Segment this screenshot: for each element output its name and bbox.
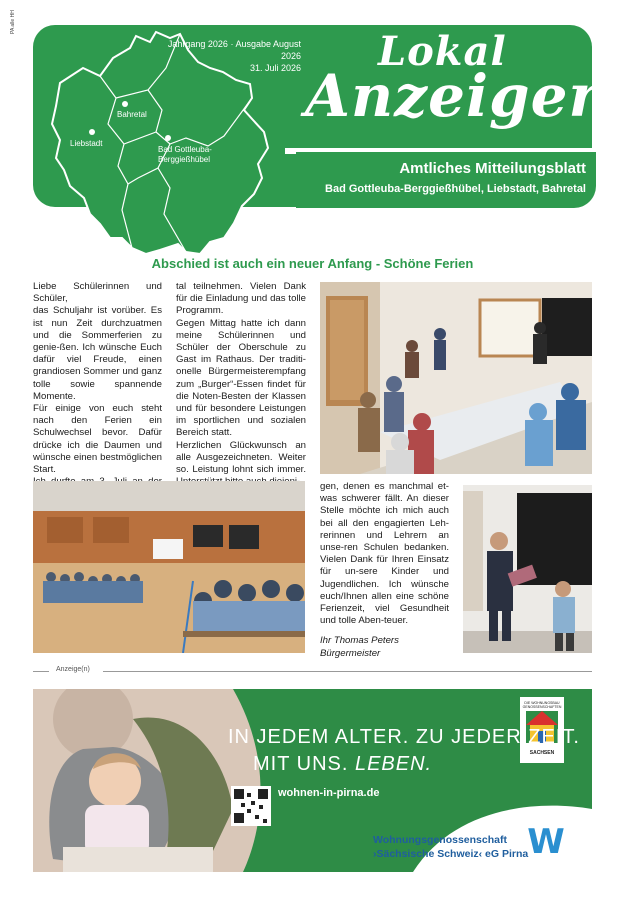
map-label-liebstadt: Liebstadt (70, 139, 103, 148)
map-label-gottleuba-2: Berggießhübel (158, 155, 211, 164)
photo-mayor (463, 485, 592, 653)
ad-slogan-line2 (253, 753, 432, 776)
bad-gottleuba-marker (165, 135, 171, 141)
ad-slogan-part1: MIT UNS. (253, 753, 355, 775)
paragraph: Herzlichen Glückwunsch an alle Ausgezeichneten. Weiter so. Leistung lohnt sich immer. (176, 439, 306, 476)
photo-rathaus-reception (320, 282, 592, 474)
map-label-gottleuba-1: Bad Gottleuba- (158, 145, 212, 154)
masthead-subtitle: Amtliches Mitteilungsblatt (399, 160, 586, 177)
issue-line1: Jahrgang 2026 · Ausgabe August 2026 (167, 39, 301, 61)
logo-lokal: Lokal (378, 28, 507, 75)
ad-slogan-line1: IN JEDEM ALTER. ZU JEDER ZEIT. (228, 726, 580, 748)
paragraph: das Schuljahr ist vorüber. Es ist nun Zeit durchzuatmen und die Sommerferien zu genie-ßen. Ich wünsche Euch dafür viel Freude, einen grandiosen Sommer und ganz tolle sowie spannende Momente. (33, 305, 162, 402)
paragraph: tal teilnehmen. Vielen Dank für die Einladung und das tolle Programm. (176, 281, 306, 317)
photo-school-hall (33, 481, 305, 653)
paragraph: Gegen Mittag hatte ich dann meine Schülerinnen und Schüler der Oberschule zu Gast im Rathaus. Der traditi-onelle Bürgermeisterempfang zum „Burger“-Essen findet für die Noten-Besten der Klassen und für besondere Leistungen im sportlichen und sozialen Bereich statt. (176, 317, 306, 439)
side-note: PA alle HH (10, 10, 16, 34)
logo-anzeiger: Anzeiger (305, 62, 601, 130)
issue-date: 31. Juli 2026 (249, 63, 301, 73)
paragraph: gen, denen es manchmal et-was schwerer fällt. An dieser Stelle möchte ich mich auch bei all den engagierten Leh-rerinnen und Lehrern an unse-ren Schulen bedanken. Vielen Dank für Ihren Einsatz für un-sere Kinder und Jugendlichen. Ich wünsche euch/Ihnen allen eine schöne Ferienzeit, viel Gesundheit und tolle Aben-teuer. (320, 481, 449, 627)
bahretal-marker (122, 101, 128, 107)
article-column-3 (320, 481, 449, 660)
ad-slogan-part2: LEBEN. (354, 753, 433, 775)
article-headline: Abschied ist auch ein neuer Anfang - Schöne Ferien (151, 256, 474, 271)
signature-name: Ihr Thomas Peters (320, 635, 399, 647)
ad-company-line1: Wohnungsgenossenschaft (373, 834, 507, 846)
ad-badge-title: DIE WOHNUNGSBAU GENOSSENSCHAFTEN (522, 701, 562, 709)
signature-title: Bürgermeister (320, 647, 381, 659)
ad-separator (33, 666, 592, 676)
paragraph: Für einige von euch steht nach den Ferien ein Schulwechsel bevor. Dafür drücke ich die Daumen und wünsche einen bestmöglichen Start. (33, 403, 162, 476)
article-column-2 (176, 281, 306, 488)
masthead-towns: Bad Gottleuba-Berggießhübel, Liebstadt, Bahretal (325, 183, 586, 195)
liebstadt-marker (89, 129, 95, 135)
paragraph: Liebe Schülerinnen und Schüler, (33, 281, 162, 305)
ad-badge-region: SACHSEN (529, 750, 555, 756)
ad-company-logo: W (527, 822, 565, 862)
ad-url-link[interactable]: wohnen-in-pirna.de (278, 787, 380, 799)
ad-background (33, 689, 592, 872)
ad-label: Anzeige(n) (53, 666, 93, 673)
map-label-bahretal: Bahretal (117, 110, 147, 119)
ad-company-line2: ›Sächsische Schweiz‹ eG Pirna (373, 848, 529, 860)
advertisement[interactable] (33, 689, 592, 872)
issue-info (158, 38, 301, 74)
article-column-1 (33, 281, 162, 513)
